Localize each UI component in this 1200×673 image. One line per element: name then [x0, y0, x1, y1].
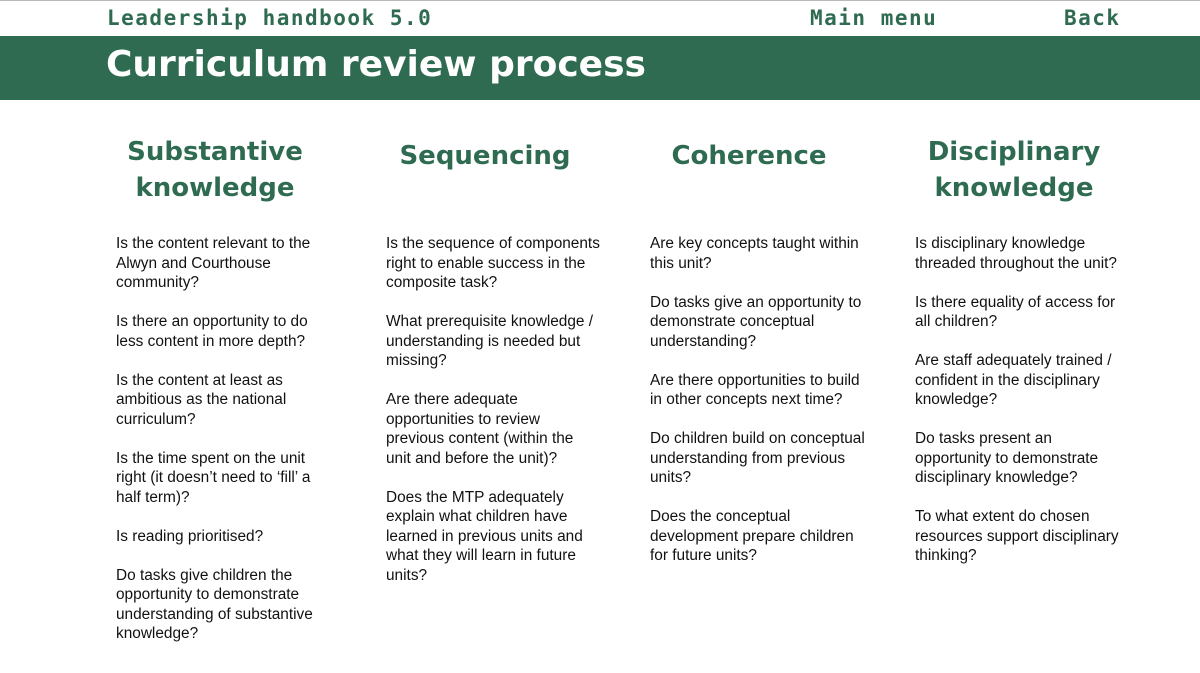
question-item: Is the content at least as ambitious as the national curriculum? — [116, 371, 287, 428]
question-item: Is there equality of access for all children? — [915, 293, 1116, 330]
column-heading: Coherence — [671, 141, 827, 171]
handbook-title: Leadership handbook 5.0 — [107, 6, 433, 30]
top-navigation-bar — [0, 0, 1200, 36]
main-menu-link[interactable]: Main menu — [810, 6, 938, 30]
question-item: Is reading prioritised? — [116, 527, 264, 545]
question-item: To what extent do chosen resources support disciplinary thinking? — [915, 508, 1119, 564]
question-item: Do tasks present an opportunity to demonstrate disciplinary knowledge? — [915, 430, 1099, 486]
column-heading: Sequencing — [399, 141, 571, 171]
question-item: Is the time spent on the unit right (it doesn’t need to ‘fill’ a half term)? — [116, 449, 311, 506]
question-item: Do tasks give an opportunity to demonstrate conceptual understanding? — [650, 293, 862, 350]
question-item: Is disciplinary knowledge threaded throughout the unit? — [915, 235, 1117, 272]
question-list — [386, 234, 601, 605]
column-heading: Disciplinary knowledge — [927, 137, 1101, 203]
question-item: Are there opportunities to build in other concepts next time? — [650, 371, 860, 408]
question-item: Does the conceptual development prepare children for future units? — [650, 508, 854, 564]
column-heading: Substantive knowledge — [127, 137, 303, 203]
question-item: Does the MTP adequately explain what children have learned in previous units and what they will learn in future units? — [386, 488, 583, 584]
question-item: Do children build on conceptual understanding from previous units? — [650, 430, 865, 486]
question-item: Do tasks give children the opportunity to demonstrate understanding of substantive knowledge? — [116, 566, 313, 642]
question-item: Are there adequate opportunities to review previous content (within the unit and before the unit)? — [386, 391, 574, 467]
page-title: Curriculum review process — [106, 44, 646, 85]
question-item: Are staff adequately trained / confident in the disciplinary knowledge? — [915, 352, 1112, 408]
question-list — [915, 234, 1130, 585]
question-list — [116, 234, 331, 663]
question-item: Is the sequence of components right to enable success in the composite task? — [386, 235, 600, 291]
title-banner — [0, 36, 1200, 100]
question-item: Are key concepts taught within this unit? — [650, 235, 859, 272]
top-divider — [0, 0, 1200, 1]
question-list — [650, 234, 865, 585]
back-link[interactable]: Back — [1064, 6, 1121, 30]
question-item: What prerequisite knowledge / understanding is needed but missing? — [386, 313, 594, 369]
question-item: Is there an opportunity to do less content in more depth? — [116, 313, 308, 350]
question-item: Is the content relevant to the Alwyn and Courthouse community? — [116, 235, 311, 291]
